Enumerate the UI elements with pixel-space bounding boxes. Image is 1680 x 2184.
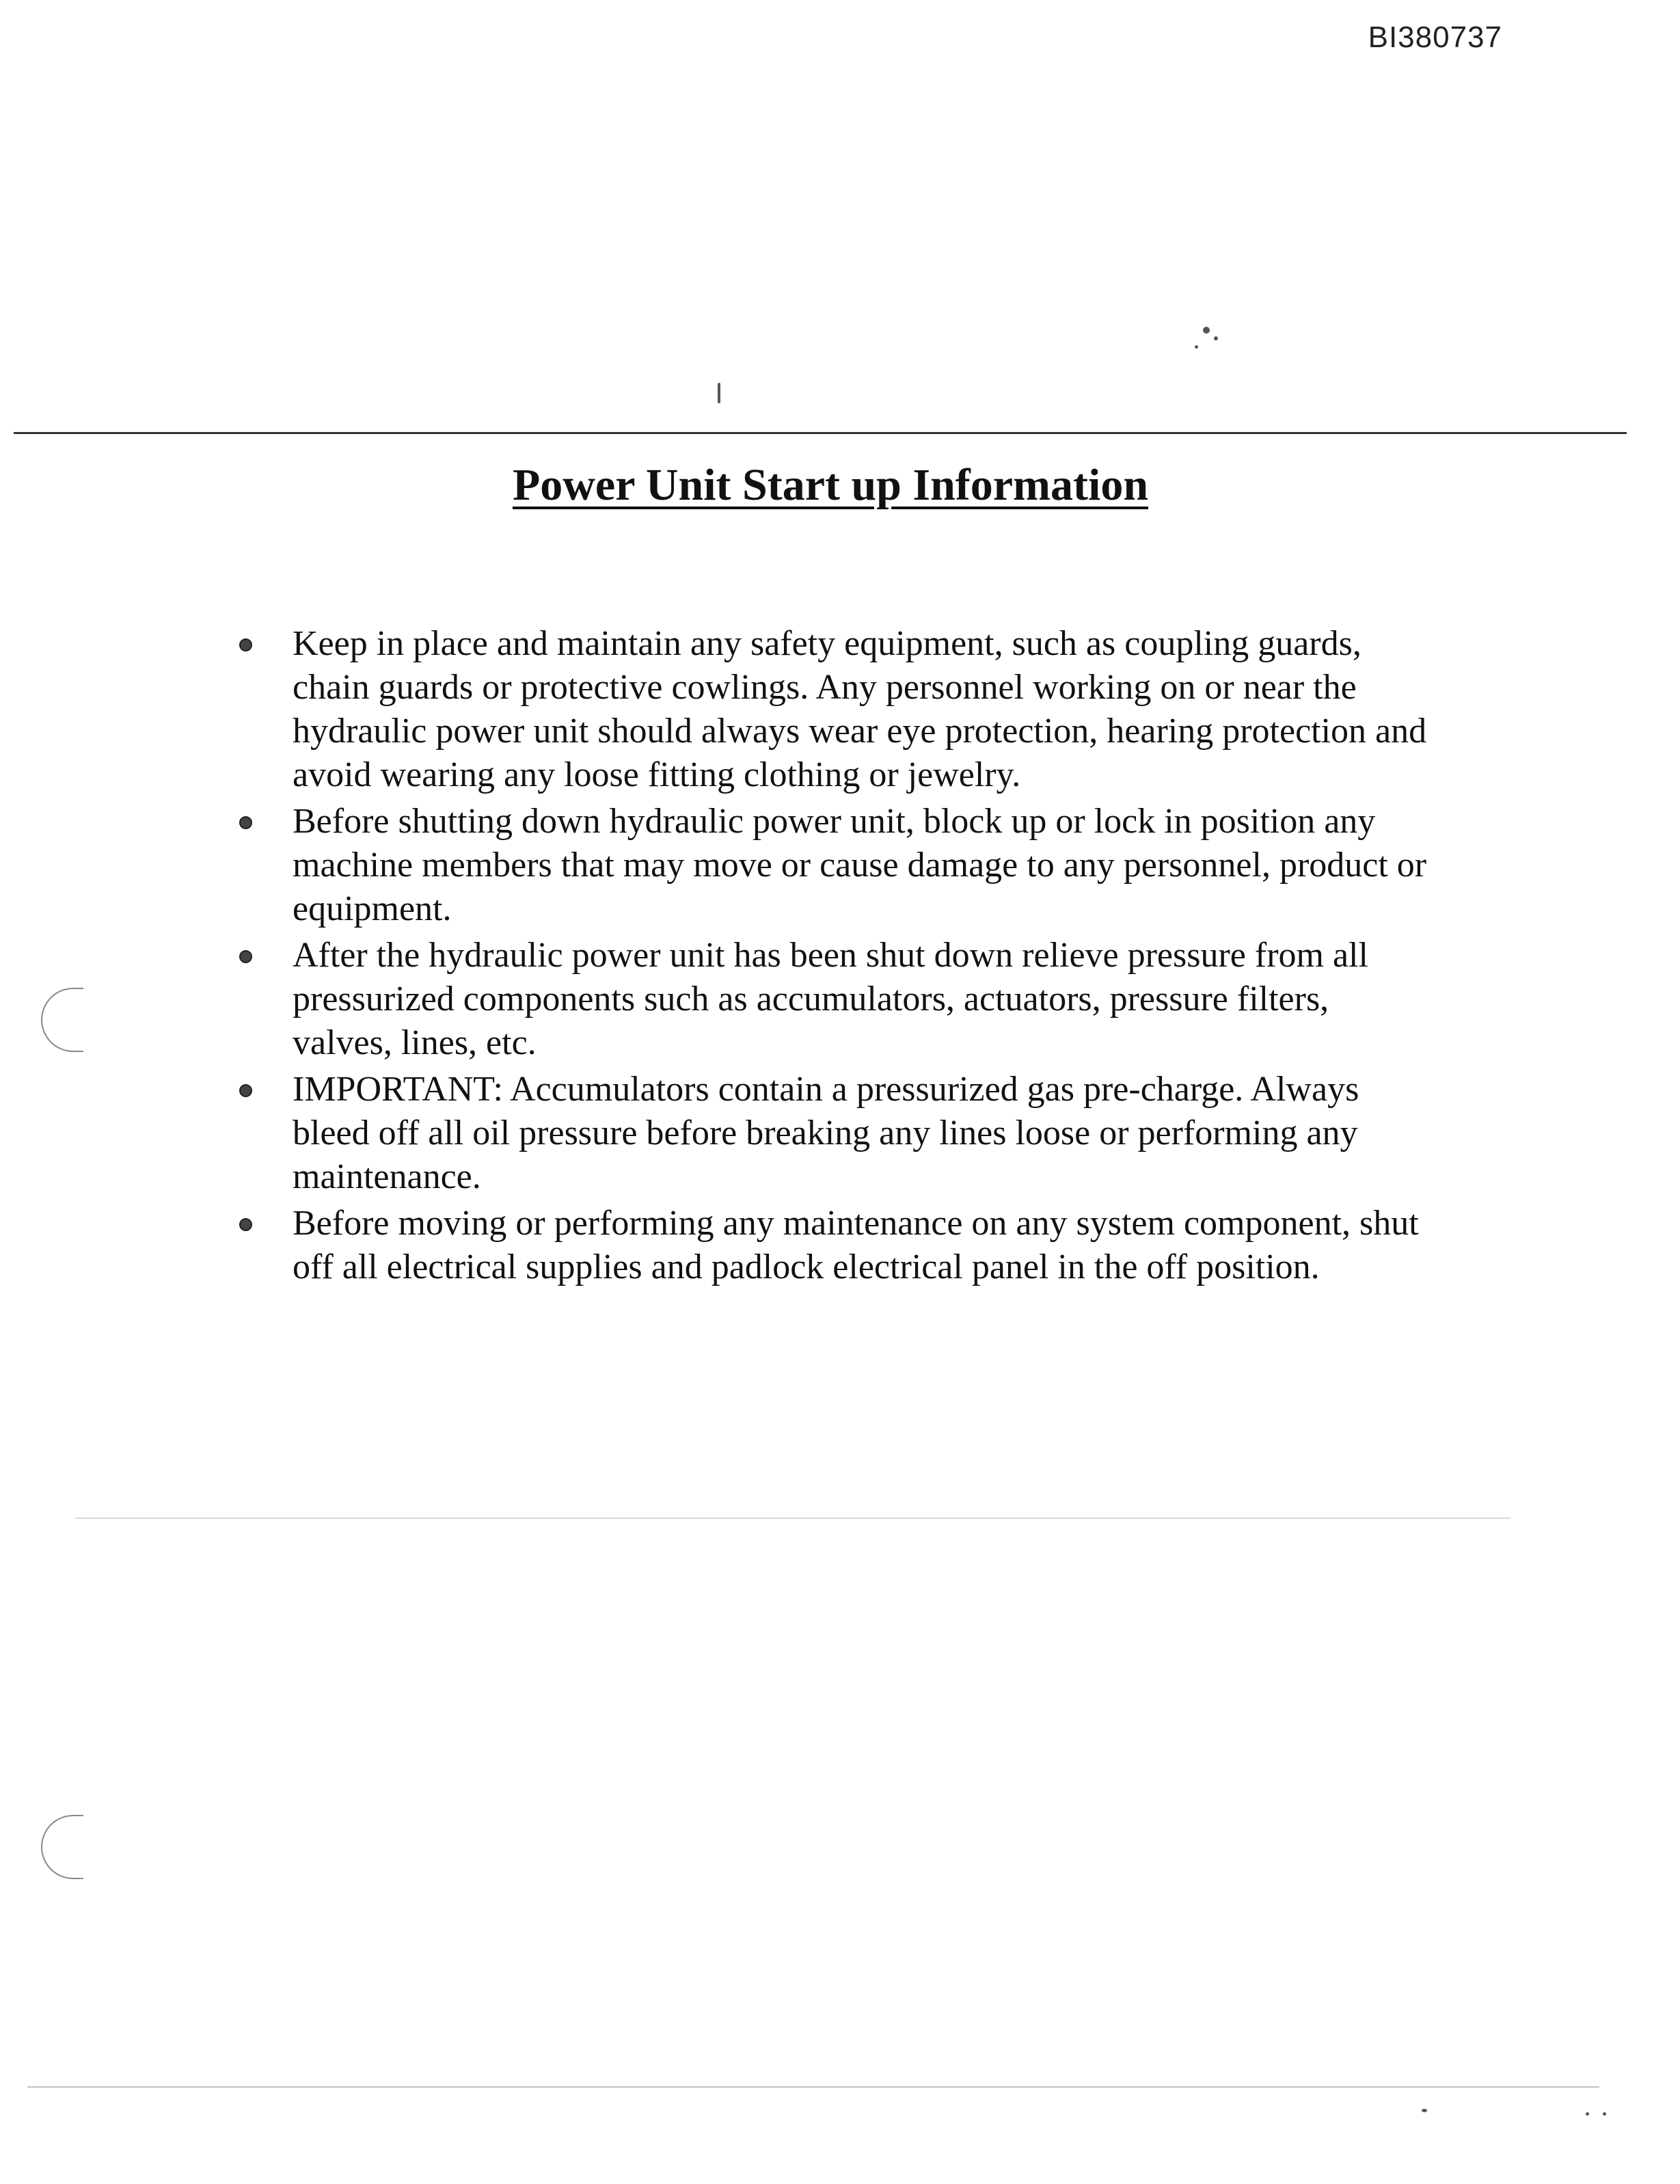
document-id: BI380737 [1368, 21, 1502, 54]
bullet-text: Before shutting down hydraulic power unit, block up or lock in position any machine members that may move or cause damage to any personnel, product or equipment. [293, 802, 1427, 928]
scan-line-artifact [75, 1518, 1510, 1519]
bullet-icon [239, 1084, 252, 1097]
page-title: Power Unit Start up Information [512, 460, 1149, 510]
safety-bullet-list [239, 622, 1428, 1292]
scan-speck [718, 383, 720, 403]
scan-speck [1214, 336, 1218, 340]
scan-speck [1586, 2112, 1589, 2116]
header-rule [14, 432, 1627, 434]
bullet-icon [239, 816, 252, 829]
bullet-text: Before moving or performing any maintenance on any system component, shut off all electrical supplies and padlock electrical panel in the off position. [293, 1204, 1419, 1286]
bullet-text: Keep in place and maintain any safety equipment, such as coupling guards, chain guards or protective cowlings. Any personnel working on or near the hydraulic power unit should always wear eye protection, hearing protection and avoid wearing any loose fitting clothing or jewelry. [293, 624, 1427, 794]
list-item [239, 622, 1428, 797]
bullet-icon [239, 638, 252, 651]
binder-hole-mark [41, 1815, 83, 1879]
scan-line-artifact [27, 2086, 1599, 2088]
scan-speck [1195, 345, 1198, 349]
list-item [239, 800, 1428, 931]
bullet-text: After the hydraulic power unit has been shut down relieve pressure from all pressurized components such as accumulators, actuators, pressure filters, valves, lines, etc. [293, 936, 1368, 1062]
list-item [239, 934, 1428, 1065]
scan-speck [1603, 2112, 1606, 2116]
scan-speck [1203, 327, 1210, 334]
bullet-icon [239, 1218, 252, 1231]
bullet-icon [239, 950, 252, 963]
list-item [239, 1068, 1428, 1199]
list-item [239, 1202, 1428, 1289]
scan-speck [1422, 2109, 1427, 2112]
binder-hole-mark [41, 988, 83, 1052]
bullet-text: IMPORTANT: Accumulators contain a pressurized gas pre-charge. Always bleed off all oil pressure before breaking any lines loose or performing any maintenance. [293, 1070, 1359, 1196]
